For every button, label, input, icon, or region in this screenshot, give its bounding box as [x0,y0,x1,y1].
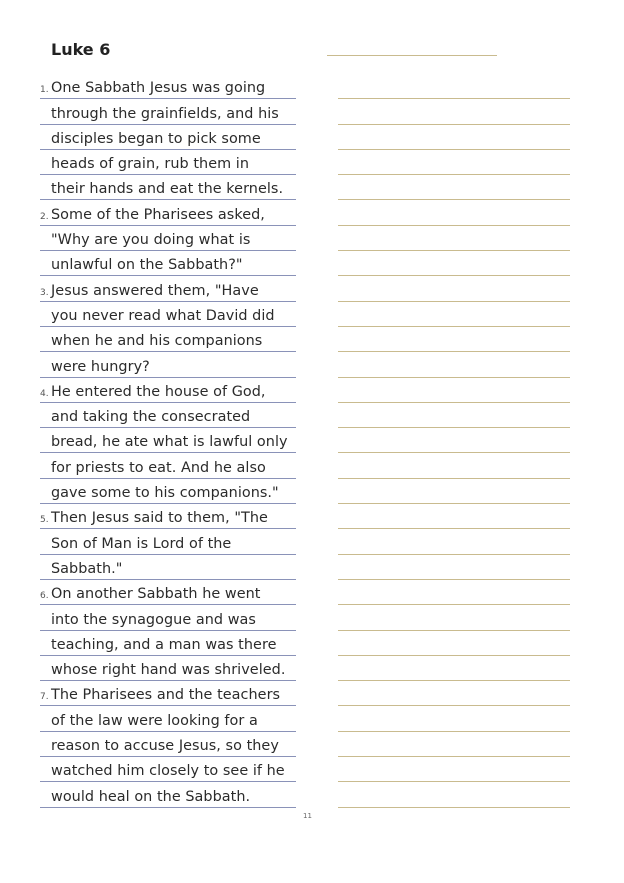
writing-line [338,352,570,377]
verse-text: teaching, and a man was there [51,636,277,653]
writing-line [338,378,570,403]
text-line [40,276,296,301]
verse-text: for priests to eat. And he also [51,459,266,476]
writing-line [338,681,570,706]
writing-line [338,782,570,807]
title-writing-line [327,55,497,56]
verse-text: disciples began to pick some [51,130,261,147]
text-line [40,782,296,807]
text-line [40,757,296,782]
text-line [40,352,296,377]
writing-line [338,74,570,99]
verse-text: watched him closely to see if he [51,763,285,780]
text-line [40,580,296,605]
writing-line [338,175,570,200]
text-line [40,656,296,681]
verse-text: One Sabbath Jesus was going [51,80,266,97]
verse-text: Some of the Pharisees asked, [51,206,265,223]
text-line [40,200,296,225]
text-line [40,251,296,276]
writing-line [338,251,570,276]
text-line [40,504,296,529]
text-line [40,403,296,428]
verse-text: when he and his companions [51,333,263,350]
verse-text: Jesus answered them, "Have [51,282,259,299]
writing-line [338,706,570,731]
verse-number: 6. [40,591,49,602]
text-line [40,555,296,580]
verse-text: gave some to his companions." [51,485,279,502]
verse-text: whose right hand was shriveled. [51,662,286,679]
writing-line [338,200,570,225]
text-line [40,302,296,327]
verse-text: and taking the consecrated [51,409,251,426]
text-line [40,681,296,706]
writing-line [338,529,570,554]
writing-line [338,226,570,251]
verse-text: bread, he ate what is lawful only [51,434,288,451]
verse-text: Then Jesus said to them, "The [51,510,268,527]
writing-line [338,656,570,681]
verse-text: unlawful on the Sabbath?" [51,257,243,274]
writing-line [338,403,570,428]
verse-text: On another Sabbath he went [51,586,261,603]
verse-text: through the grainfields, and his [51,105,279,122]
verse-text: their hands and eat the kernels. [51,181,284,198]
writing-practice-column [338,74,570,808]
text-line [40,732,296,757]
writing-line [338,732,570,757]
scripture-text-column [40,74,296,808]
writing-line [338,757,570,782]
writing-line [338,580,570,605]
writing-line [338,327,570,352]
text-line [40,150,296,175]
text-line [40,631,296,656]
verse-text: heads of grain, rub them in [51,156,250,173]
writing-line [338,504,570,529]
text-line [40,74,296,99]
writing-line [338,276,570,301]
verse-number: 4. [40,388,49,399]
writing-line [338,453,570,478]
verse-text: Sabbath." [51,560,123,577]
verse-text: you never read what David did [51,307,275,324]
text-line [40,327,296,352]
text-line [40,706,296,731]
page-number: 11 [303,812,312,820]
writing-line [338,479,570,504]
writing-line [338,125,570,150]
text-line [40,175,296,200]
verse-text: were hungry? [51,358,150,375]
writing-line [338,605,570,630]
verse-text: He entered the house of God, [51,383,266,400]
text-line [40,125,296,150]
verse-text: "Why are you doing what is [51,232,251,249]
verse-number: 1. [40,85,49,96]
verse-text: of the law were looking for a [51,712,258,729]
page-title: Luke 6 [51,40,111,59]
text-line [40,453,296,478]
writing-line [338,555,570,580]
writing-line [338,631,570,656]
verse-text: into the synagogue and was [51,611,256,628]
text-line [40,378,296,403]
verse-text: Son of Man is Lord of the [51,535,232,552]
verse-number: 5. [40,515,49,526]
text-line [40,226,296,251]
text-line [40,428,296,453]
text-line [40,99,296,124]
verse-text: The Pharisees and the teachers [51,687,281,704]
text-line [40,479,296,504]
text-line [40,605,296,630]
verse-text: would heal on the Sabbath. [51,788,251,805]
writing-line [338,302,570,327]
writing-line [338,428,570,453]
writing-line [338,150,570,175]
verse-number: 7. [40,692,49,703]
verse-number: 2. [40,211,49,222]
verse-text: reason to accuse Jesus, so they [51,738,279,755]
text-line [40,529,296,554]
writing-line [338,99,570,124]
verse-number: 3. [40,287,49,298]
